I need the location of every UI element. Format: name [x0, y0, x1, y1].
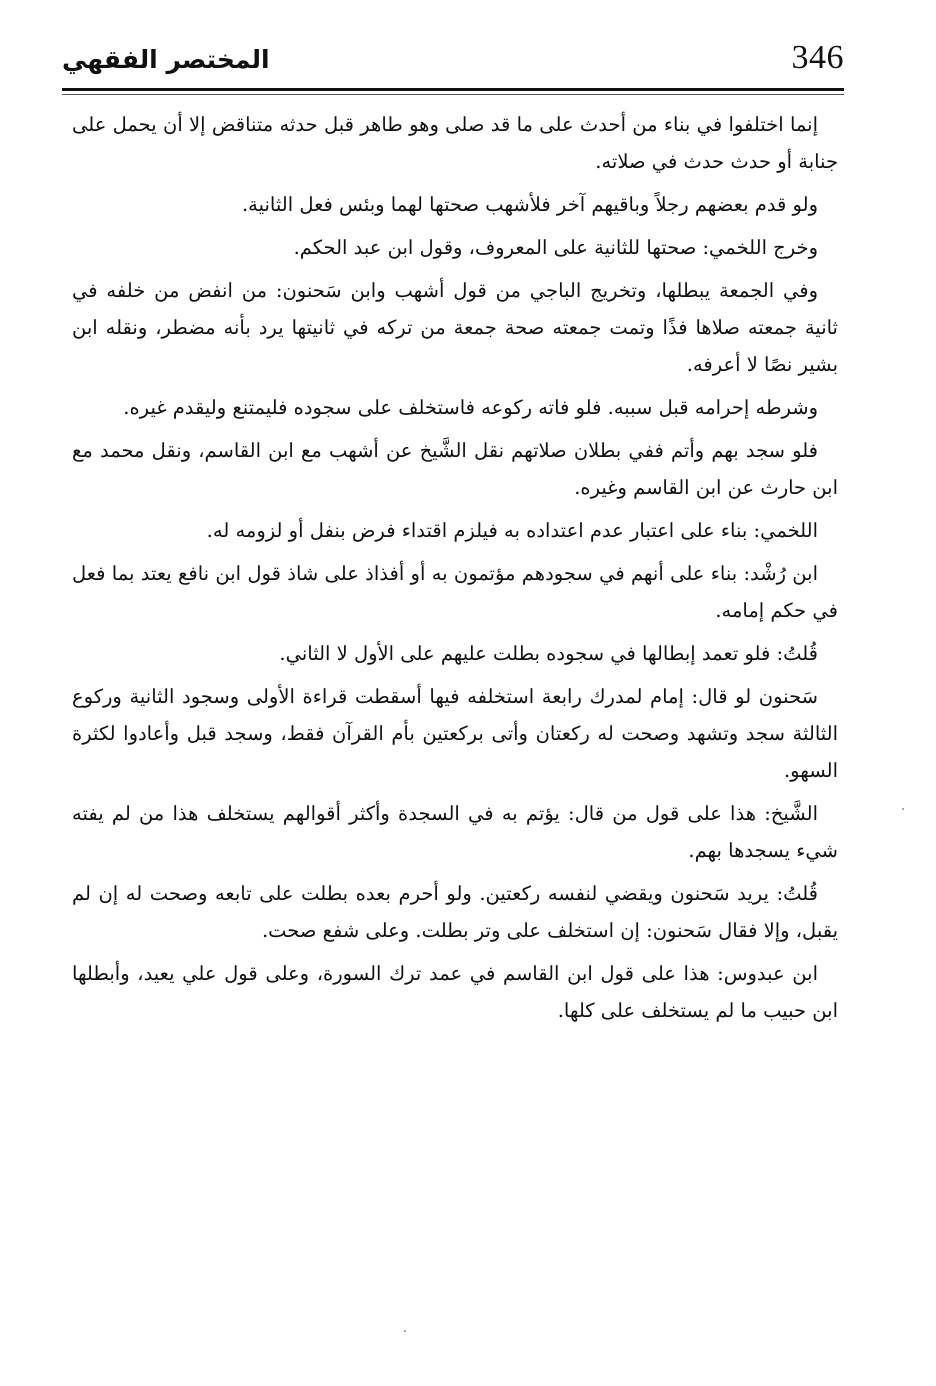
running-title: المختصر الفقهي	[62, 45, 270, 74]
paragraph: وفي الجمعة يبطلها، وتخريج الباجي من قول أشهب وابن سَحنون: من انفض من خلفه في ثانية جمعته صلاها فذًا وتمت جمعته صحة جمعة من تركه في ثانيتها يرد بأنه مضطر، ونقله ابن بشير نصًا لا أعرفه.	[72, 279, 838, 376]
page-header	[62, 34, 844, 90]
header-rule-thin	[62, 94, 844, 95]
paragraph: ولو قدم بعضهم رجلاً وباقيهم آخر فلأشهب صحتها لهما وبئس فعل الثانية.	[241, 193, 818, 216]
page-number: 346	[791, 39, 844, 76]
paragraph: فلو سجد بهم وأتم ففي بطلان صلاتهم نقل الشَّيخ عن أشهب مع ابن القاسم، ونقل محمد مع ابن حارث عن ابن القاسم وغيره.	[72, 439, 838, 499]
scan-speck	[902, 808, 904, 810]
paragraph: وخرج اللخمي: صحتها للثانية على المعروف، وقول ابن عبد الحكم.	[293, 236, 818, 259]
paragraph: سَحنون لو قال: إمام لمدرك رابعة استخلفه فيها أسقطت قراءة الأولى وسجود الثانية وركوع الثالثة سجد وتشهد وصحت له ركعتان وأتى بركعتين بأم القرآن فقط، وسجد قبل وأعادوا لكثرة السهو.	[72, 685, 838, 782]
paragraph: ابن رُشْد: بناء على أنهم في سجودهم مؤتمون به أو أفذاذ على شاذ قول ابن نافع يعتد بما فعل في حكم إمامه.	[72, 562, 838, 622]
paragraph: اللخمي: بناء على اعتبار عدم اعتداده به فيلزم اقتداء فرض بنفل أو لزومه له.	[206, 519, 818, 542]
paragraph: الشَّيخ: هذا على قول من قال: يؤتم به في السجدة وأكثر أقوالهم يستخلف هذا من لم يفته شيء يسجدها بهم.	[72, 802, 838, 862]
paragraph: وشرطه إحرامه قبل سببه. فلو فاته ركوعه فاستخلف على سجوده فليمتنع وليقدم غيره.	[123, 396, 818, 419]
paragraph: إنما اختلفوا في بناء من أحدث على ما قد صلى وهو طاهر قبل حدثه متناقض إلا أن يحمل على جنابة أو حدث حدث في صلاته.	[72, 113, 838, 173]
header-rule	[62, 88, 844, 91]
paragraph: قُلتُ: فلو تعمد إبطالها في سجوده بطلت عليهم على الأول لا الثاني.	[279, 642, 818, 665]
paragraph: ابن عبدوس: هذا على قول ابن القاسم في عمد ترك السورة، وعلى قول علي يعيد، وأبطلها ابن حبيب ما لم يستخلف على كلها.	[72, 962, 838, 1022]
body-text	[72, 106, 838, 1035]
paragraph: قُلتُ: يريد سَحنون ويقضي لنفسه ركعتين. ولو أحرم بعده بطلت على تابعه وصحت له إن لم يقبل، وإلا فقال سَحنون: إن استخلف على وتر بطلت. وعلى شفع صحت.	[72, 882, 838, 942]
scan-speck	[404, 1330, 406, 1332]
